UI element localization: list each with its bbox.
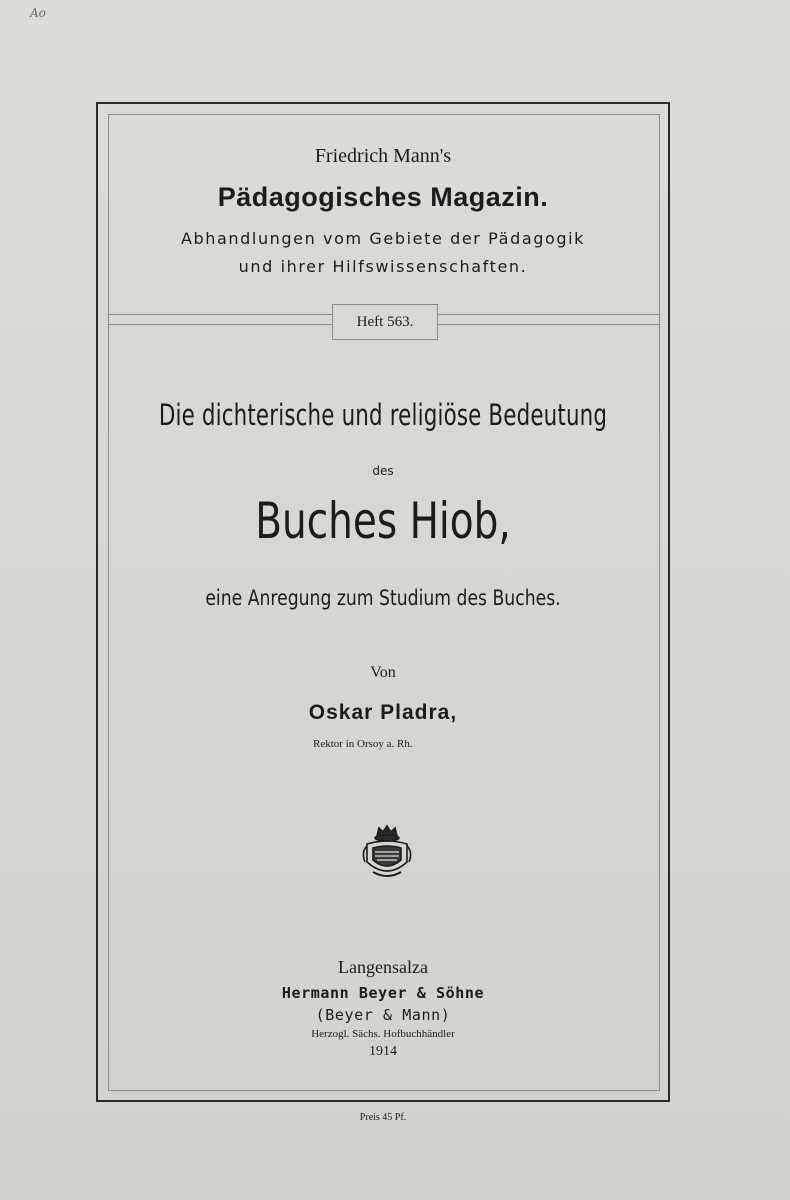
series-subtitle-line1: Abhandlungen vom Gebiete der Pädagogik (180, 229, 586, 248)
coat-of-arms-icon (359, 822, 415, 884)
by-label: Von (370, 664, 396, 681)
work-subtitle: eine Anregung zum Studium des Buches. (205, 586, 561, 610)
publisher-alias: (Beyer & Mann) (315, 1006, 451, 1024)
series-subtitle-line2: und ihrer Hilfswissenschaften. (238, 257, 528, 276)
author-title: Rektor in Orsoy a. Rh. (313, 738, 413, 750)
pencil-note: Ao (30, 6, 46, 20)
title-connector: des (372, 464, 394, 478)
series-editor: Friedrich Mann's (314, 145, 452, 167)
work-title: Die dichterische und religiöse Bedeutung (158, 398, 608, 432)
publication-place: Langensalza (338, 957, 428, 977)
book-title: Buches Hiob, (255, 492, 511, 550)
publication-year: 1914 (369, 1044, 397, 1059)
publisher-name: Hermann Beyer & Söhne (281, 984, 485, 1002)
author-name: Oskar Pladra, (308, 701, 458, 724)
series-title: Pädagogisches Magazin. (217, 182, 549, 212)
price-label: Preis 45 Pf. (359, 1112, 407, 1123)
issue-number-box (332, 304, 438, 340)
issue-number: Heft 563. (356, 313, 414, 330)
publisher-court-title: Herzogl. Sächs. Hofbuchhändler (311, 1028, 455, 1040)
